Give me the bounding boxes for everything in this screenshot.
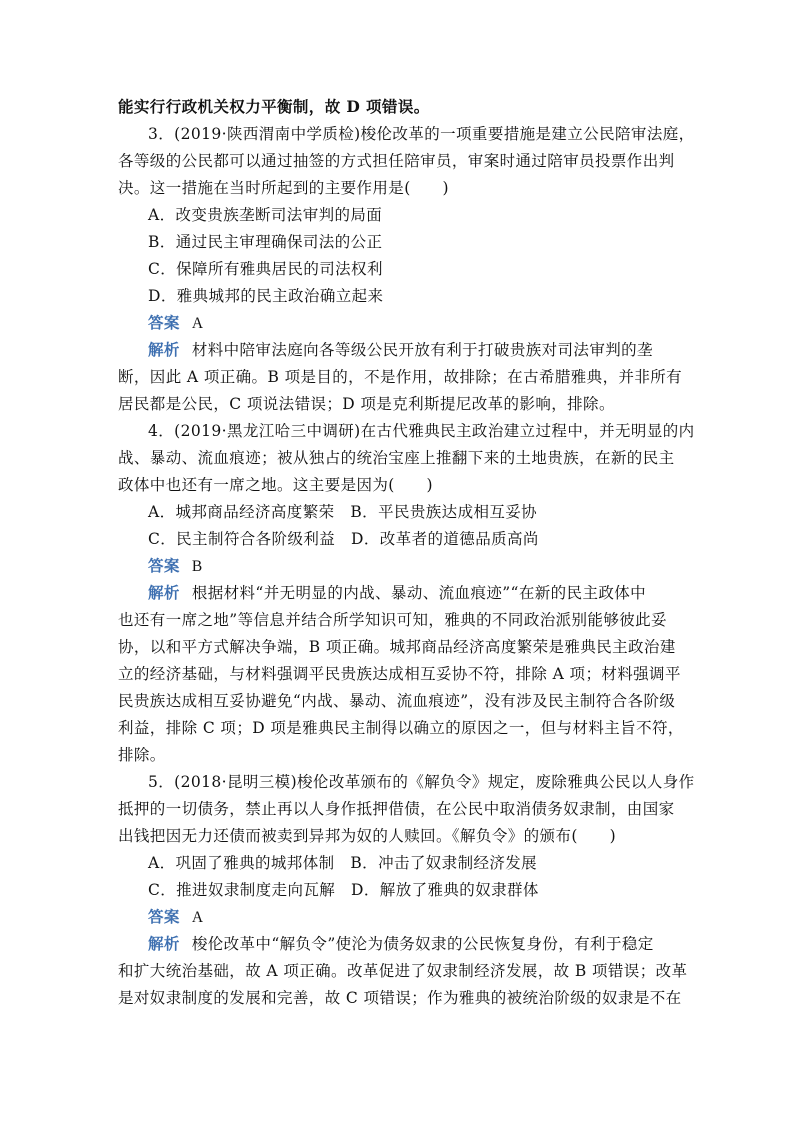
text-line: A．巩固了雅典的城邦体制 B．冲击了奴隶制经济发展: [148, 854, 538, 872]
text-line: 抵押的一切债务，禁止再以人身作抵押借债，在公民中取消债务奴隶制，由国家: [118, 800, 675, 818]
analysis-text: 根据材料“并无明显的内战、暴动、流血痕迹”“在新的民主政体中: [191, 584, 647, 602]
text-line: 立的经济基础，与材料强调平民贵族达成相互妥协不符，排除 A 项；材料强调平: [118, 665, 681, 683]
text-line: 决。这一措施在当时所起到的主要作用是( ): [118, 179, 449, 197]
answer-value: A: [191, 315, 204, 332]
text-line: A．城邦商品经济高度繁荣 B．平民贵族达成相互妥协: [148, 503, 538, 521]
analysis-text: 梭伦改革中“解负令”使沦为债务奴隶的公民恢复身份，有利于稳定: [191, 935, 654, 953]
text-line: 3．(2019·陕西渭南中学质检)梭伦改革的一项重要措施是建立公民陪审法庭，: [148, 125, 695, 143]
text-line: 也还有一席之地”等信息并结合所学知识可知，雅典的不同政治派别能够彼此妥: [118, 611, 667, 629]
text-line: B．通过民主审理确保司法的公正: [148, 233, 383, 251]
text-line: 和扩大统治基础，故 A 项正确。改革促进了奴隶制经济发展，故 B 项错误；改革: [118, 962, 688, 980]
text-line: 出钱把因无力还债而被卖到异邦为奴的人赎回。《解负令》的颁布( ): [118, 827, 617, 845]
answer-value: B: [191, 558, 203, 575]
analysis-line: [148, 583, 708, 603]
text-line: 4．(2019·黑龙江哈三中调研)在古代雅典民主政治建立过程中，并无明显的内: [148, 422, 695, 440]
text-line: 居民都是公民，C 项说法错误；D 项是克利斯提尼改革的影响，排除。: [118, 395, 615, 413]
text-line: C．推进奴隶制度走向瓦解 D．解放了雅典的奴隶群体: [148, 881, 539, 899]
text-line: 利益，排除 C 项；D 项是雅典民主制得以确立的原因之一，但与材料主旨不符，: [118, 719, 684, 737]
text-line: 战、暴动、流血痕迹；被从独占的统治宝座上推翻下来的土地贵族，在新的民主: [118, 449, 675, 467]
text-line: C．保障所有雅典居民的司法权利: [148, 260, 383, 278]
text-line: 断，因此 A 项正确。B 项是目的，不是作用，故排除；在古希腊雅典，并非所有: [118, 368, 683, 386]
text-line: 能实行行政机关权力平衡制，故 D 项错误。: [118, 97, 430, 116]
text-line: 排除。: [118, 746, 166, 764]
analysis-line: [148, 340, 708, 360]
answer-label: 答案: [148, 557, 180, 575]
text-line: 政体中也还有一席之地。这主要是因为( ): [118, 476, 433, 494]
text-line: 协，以和平方式解决争端，B 项正确。城邦商品经济高度繁荣是雅典民主政治建: [118, 638, 676, 656]
answer-label: 答案: [148, 314, 180, 332]
answer-value: A: [191, 909, 204, 926]
analysis-label: 解析: [148, 584, 180, 602]
text-line: 民贵族达成相互妥协避免“内战、暴动、流血痕迹”，没有涉及民主制符合各阶级: [118, 692, 676, 710]
text-line: 5．(2018·昆明三模)梭伦改革颁布的《解负令》规定，废除雅典公民以人身作: [148, 773, 695, 791]
text-line: 是对奴隶制度的发展和完善，故 C 项错误；作为雅典的被统治阶级的奴隶是不在: [118, 989, 682, 1007]
analysis-line: [148, 934, 708, 954]
analysis-text: 材料中陪审法庭向各等级公民开放有利于打破贵族对司法审判的垄: [191, 341, 653, 359]
answer-line: [148, 313, 708, 334]
answer-label: 答案: [148, 908, 180, 926]
text-line: 各等级的公民都可以通过抽签的方式担任陪审员，审案时通过陪审员投票作出判: [118, 152, 675, 170]
text-line: D．雅典城邦的民主政治确立起来: [148, 287, 384, 305]
text-line: C．民主制符合各阶级利益 D．改革者的道德品质高尚: [148, 530, 539, 548]
analysis-label: 解析: [148, 341, 180, 359]
analysis-label: 解析: [148, 935, 180, 953]
text-line: A．改变贵族垄断司法审判的局面: [148, 206, 383, 224]
answer-line: [148, 556, 708, 577]
answer-line: [148, 907, 708, 928]
